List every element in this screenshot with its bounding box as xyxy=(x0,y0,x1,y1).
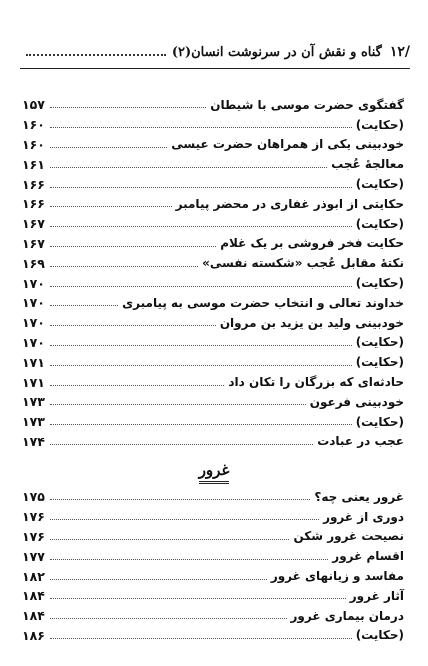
toc-entry-title: نکتهٔ مقابل عُجب «شکسته نفسی» xyxy=(202,256,404,271)
toc-entry-page: ۱۸۲ xyxy=(22,568,45,584)
toc-entry xyxy=(22,352,404,372)
toc-dot-leader xyxy=(50,511,319,520)
toc-entry xyxy=(22,234,404,254)
toc-entry-title: (حکایت) xyxy=(355,628,404,643)
toc-entry-page: ۱۵۷ xyxy=(22,97,45,113)
toc-entry-page: ۱۷۱ xyxy=(22,374,45,390)
toc-list-part1 xyxy=(22,95,404,451)
toc-dot-leader xyxy=(50,630,352,639)
toc-entry-title: حکایت فخر فروشی بر یک غلام xyxy=(220,236,404,251)
toc-dot-leader xyxy=(50,357,352,366)
toc-entry xyxy=(22,333,404,353)
toc-entry-title: (حکایت) xyxy=(355,276,404,291)
toc-dot-leader xyxy=(50,337,352,346)
toc-dot-leader xyxy=(50,551,328,560)
toc-entry-title: نصیحت غرور شکن xyxy=(293,529,404,544)
toc-entry-page: ۱۷۰ xyxy=(22,315,45,331)
toc-entry xyxy=(22,432,404,452)
toc-entry-page: ۱۷۵ xyxy=(22,489,45,505)
toc-entry-title: (حکایت) xyxy=(355,117,404,132)
toc-entry-page: ۱۶۶ xyxy=(22,176,45,192)
toc-dot-leader xyxy=(50,590,346,599)
toc-entry-page: ۱۶۰ xyxy=(22,117,45,133)
toc-entry-page: ۱۷۴ xyxy=(22,433,45,449)
toc-dot-leader xyxy=(50,396,306,405)
header-dot-leader xyxy=(26,44,166,56)
toc-entry xyxy=(22,135,404,155)
toc-entry xyxy=(22,174,404,194)
toc-entry xyxy=(22,546,404,566)
toc-entry-page: ۱۶۷ xyxy=(22,235,45,251)
toc-entry-page: ۱۸۶ xyxy=(22,627,45,643)
toc-entry xyxy=(22,214,404,234)
toc-entry xyxy=(22,95,404,115)
toc-dot-leader xyxy=(50,278,352,287)
toc-entry-title: خداوند تعالی و انتخاب حضرت موسی به پیامبری xyxy=(122,295,404,310)
toc-entry xyxy=(22,566,404,586)
toc-entry-page: ۱۷۰ xyxy=(22,295,45,311)
toc-dot-leader xyxy=(50,531,289,540)
toc-entry-page: ۱۷۶ xyxy=(22,528,45,544)
toc-dot-leader xyxy=(50,258,198,267)
toc-list-part2 xyxy=(22,487,404,645)
toc-entry-page: ۱۶۶ xyxy=(22,196,45,212)
toc-entry-title: (حکایت) xyxy=(355,216,404,231)
toc-dot-leader xyxy=(50,436,313,445)
toc-dot-leader xyxy=(50,571,267,580)
toc-entry-title: درمان بیماری غرور xyxy=(290,608,404,623)
toc-dot-leader xyxy=(50,377,224,386)
toc-entry xyxy=(22,273,404,293)
toc-dot-leader xyxy=(50,610,287,619)
toc-entry-title: گفتگوی حضرت موسی با شیطان xyxy=(210,97,404,112)
toc-entry-title: خودبینی ولید بن یزید بن مروان xyxy=(219,315,404,330)
toc-entry-page: ۱۸۴ xyxy=(22,608,45,624)
toc-dot-leader xyxy=(50,99,206,108)
toc-dot-leader xyxy=(50,491,310,500)
header-page-number: /۱۲ xyxy=(389,44,410,60)
toc-entry-title: (حکایت) xyxy=(355,414,404,429)
toc-entry-page: ۱۶۹ xyxy=(22,255,45,271)
toc-entry-title: اقسام غرور xyxy=(332,549,404,564)
toc-entry-title: خودبینی یکی از همراهان حضرت عیسی xyxy=(171,137,404,152)
toc-entry-page: ۱۷۳ xyxy=(22,394,45,410)
toc-dot-leader xyxy=(50,139,167,148)
header-title: گناه و نقش آن در سرنوشت انسان(۲) xyxy=(171,44,382,60)
toc-dot-leader xyxy=(50,159,327,168)
toc-dot-leader xyxy=(50,179,352,188)
toc-dot-leader xyxy=(50,416,352,425)
toc-entry xyxy=(22,487,404,507)
toc-entry-page: ۱۷۱ xyxy=(22,354,45,370)
toc-entry-page: ۱۷۶ xyxy=(22,509,45,525)
toc-entry xyxy=(22,626,404,646)
toc-entry-page: ۱۷۷ xyxy=(22,548,45,564)
toc-entry-title: حکایتی از ابوذر غفاری در محضر پیامبر xyxy=(175,196,404,211)
toc-dot-leader xyxy=(50,119,352,128)
toc-entry-title: غرور یعنی چه؟ xyxy=(314,489,404,504)
toc-entry xyxy=(22,507,404,527)
toc-entry-title: معالجهٔ عُجب xyxy=(331,157,404,172)
toc-entry-title: حادثه‌ای که بزرگان را تکان داد xyxy=(228,375,404,390)
toc-entry xyxy=(22,412,404,432)
toc-dot-leader xyxy=(50,317,216,326)
toc-entry xyxy=(22,154,404,174)
section-heading xyxy=(0,461,428,484)
toc-entry xyxy=(22,372,404,392)
toc-entry xyxy=(22,527,404,547)
toc-entry xyxy=(22,392,404,412)
toc-entry xyxy=(22,115,404,135)
toc-entry xyxy=(22,253,404,273)
toc-entry-title: خودبینی فرعون xyxy=(309,394,404,409)
toc-entry xyxy=(22,194,404,214)
toc-entry-page: ۱۶۷ xyxy=(22,216,45,232)
toc-entry-title: (حکایت) xyxy=(355,355,404,370)
toc-dot-leader xyxy=(50,218,352,227)
toc-entry-page: ۱۶۰ xyxy=(22,136,45,152)
header-rule xyxy=(20,68,410,69)
toc-entry-title: (حکایت) xyxy=(355,335,404,350)
section-heading-text: غرور xyxy=(199,461,230,484)
toc-entry xyxy=(22,293,404,313)
toc-dot-leader xyxy=(50,297,118,306)
toc-entry-title: عجب در عبادت xyxy=(317,434,404,449)
toc-dot-leader xyxy=(50,198,172,207)
toc-entry-title: (حکایت) xyxy=(355,177,404,192)
toc-entry-title: دوری از غرور xyxy=(323,509,404,524)
toc-entry-page: ۱۷۰ xyxy=(22,334,45,350)
toc-entry xyxy=(22,606,404,626)
toc-entry-title: مفاسد و زیانهای غرور xyxy=(270,569,404,584)
toc-entry-page: ۱۷۰ xyxy=(22,275,45,291)
toc-entry xyxy=(22,313,404,333)
running-header xyxy=(20,40,410,64)
toc-entry-page: ۱۶۱ xyxy=(22,156,45,172)
toc-entry xyxy=(22,586,404,606)
toc-entry-page: ۱۷۳ xyxy=(22,414,45,430)
toc-entry-title: آثار غرور xyxy=(349,588,404,603)
toc-dot-leader xyxy=(50,238,216,247)
toc-entry-page: ۱۸۴ xyxy=(22,588,45,604)
